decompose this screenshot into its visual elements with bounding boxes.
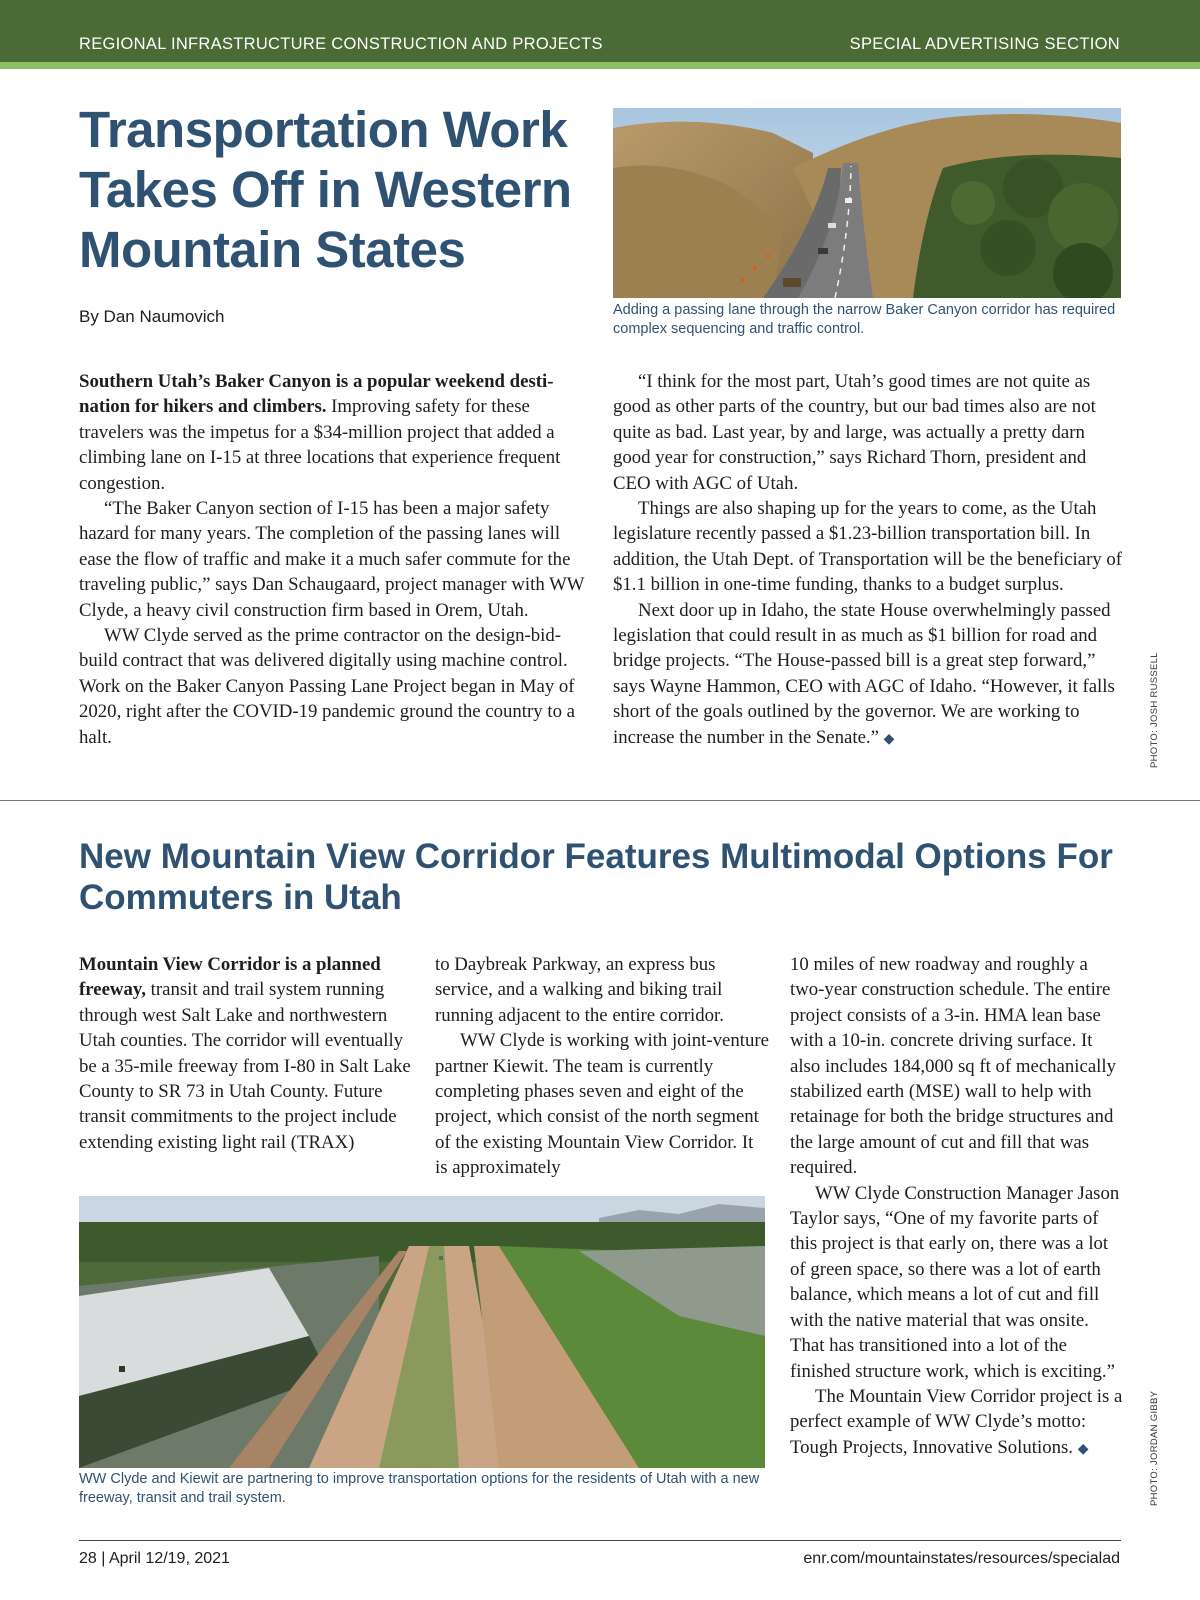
article2-column-1 (79, 952, 419, 1155)
section-label: SPECIAL ADVERTISING SECTION (849, 35, 1120, 53)
article2-final-text: The Mountain View Corridor project is a perfect example of WW Clyde’s motto: Tough Projects, Innovative Solutions. (790, 1385, 1123, 1458)
end-mark-icon: ◆ (883, 731, 895, 747)
article1-final-paragraph (613, 598, 1125, 752)
section-title: REGIONAL INFRASTRUCTURE CONSTRUCTION AND PROJECTS (79, 35, 603, 53)
photo-credit: PHOTO: JORDAN GIBBY (1149, 1390, 1160, 1506)
article1-lead-bold: Southern Utah’s Baker Canyon is a popular weekend destination for hikers and climbers. (79, 371, 554, 418)
article1-paragraph: Things are also shaping up for the years to come, as the Utah legislature recently passed a $1.23-billion transportation bill. In addition, the Utah Dept. of Transportation will be the beneficiary of $1.1 billion in one-time funding, thanks to a budget surplus. (613, 498, 1123, 596)
page-number-date: 28 | April 12/19, 2021 (79, 1550, 230, 1567)
article2-paragraph: 10 miles of new roadway and roughly a two-year construction schedule. The entire project consists of a 3-in. HMA lean base with a 10-in. concrete driving surface. It also includes 184,000 sq ft of mechanically stabilized earth (MSE) wall to help with retainage for both the bridge structures and the large amount of cut and fill that was required. (790, 954, 1116, 1179)
article2-lead-paragraph (79, 952, 419, 1155)
article1-paragraph: “The Baker Canyon section of I-15 has been a major safety hazard for many years. The completion of the passing lanes will ease the flow of traffic and make it a much safer commute for the traveling public,” says Dan Schaugaard, project manager with WW Clyde, a heavy civil construction firm based in Orem, Utah. (79, 498, 585, 621)
article1-lead-paragraph (79, 369, 587, 496)
article2-column-3 (790, 952, 1125, 1462)
article2-paragraph: to Daybreak Parkway, an express bus service, and a walking and biking trail running adjacent to the entire corridor. (435, 954, 724, 1026)
mountain-view-corridor-photo-caption: WW Clyde and Kiewit are partnering to improve transportation options for the residents of Utah with a new freeway, transit and trail system. (79, 1471, 760, 1506)
section-divider (0, 800, 1200, 801)
article1-paragraph: WW Clyde served as the prime contractor on the design-bid-build contract that was delivered digitally using machine control. Work on the Baker Canyon Passing Lane Project began in May of 2020, right after the COVID-19 pandemic ground the country to a halt. (79, 625, 576, 748)
article2-column-2 (435, 952, 770, 1181)
end-mark-icon: ◆ (1077, 1441, 1089, 1457)
footer-url: enr.com/mountainstates/resources/specialad (803, 1550, 1120, 1567)
article1-headline: Transportation Work Takes Off in Western Mountain States (79, 101, 572, 278)
header-accent-stripe (0, 62, 1200, 69)
article2-headline: New Mountain View Corridor Features Multimodal Options For Commuters in Utah (79, 837, 1113, 917)
article1-byline: By Dan Naumovich (79, 307, 225, 326)
article2-lead-rest: transit and trail system running through west Salt Lake and northwestern Utah counties. The corridor will eventually be a 35-mile freeway from I-80 in Salt Lake County to SR 73 in Utah County. Future transit commitments to the project include extending existing light rail (TRAX) (79, 979, 411, 1153)
article1-column-1 (79, 369, 587, 750)
article1-final-text: Next door up in Idaho, the state House overwhelmingly passed legislation that could result in as much as $1 billion for road and bridge projects. “The House-passed bill is a great step forward,” says Wayne Hammon, CEO with AGC of Idaho. “However, it falls short of the goals outlined by the governor. We are working to increase the number in the Senate.” (613, 599, 1115, 748)
mountain-view-corridor-photo (79, 1196, 765, 1468)
article1-lead-rest: Improving safety for these travelers was the impetus for a $34-million project that added a climbing lane on I-15 at three locations that experience frequent congestion. (79, 396, 561, 494)
article2-lead-bold: Mountain View Corridor is a planned freeway, (79, 954, 381, 1001)
footer-divider (79, 1540, 1121, 1541)
article1-column-2 (613, 369, 1125, 752)
article2-paragraph: WW Clyde Construction Manager Jason Taylor says, “One of my favorite parts of this project is that early on, there was a lot of green space, so there was a lot of earth balance, which means a lot of cut and fill with the native material that was onsite. That has transitioned into a lot of the finished structure work, which is exciting.” (790, 1182, 1120, 1382)
article1-paragraph: “I think for the most part, Utah’s good times are not quite as good as other parts of the country, but our bad times also are not quite as bad. Last year, by and large, was actually a pretty darn good year for construction,” says Richard Thorn, president and CEO with AGC of Utah. (613, 371, 1096, 494)
baker-canyon-photo-caption: Adding a passing lane through the narrow Baker Canyon corridor has required complex sequencing and traffic control. (613, 302, 1116, 337)
article2-final-paragraph (790, 1384, 1125, 1462)
article2-paragraph: WW Clyde is working with joint-venture partner Kiewit. The team is currently completing phases seven and eight of the project, which consist of the north segment of the existing Mountain View Corridor. It is approximately (435, 1030, 769, 1179)
baker-canyon-photo (613, 108, 1121, 298)
photo-credit: PHOTO: JOSH RUSSELL (1149, 652, 1160, 768)
